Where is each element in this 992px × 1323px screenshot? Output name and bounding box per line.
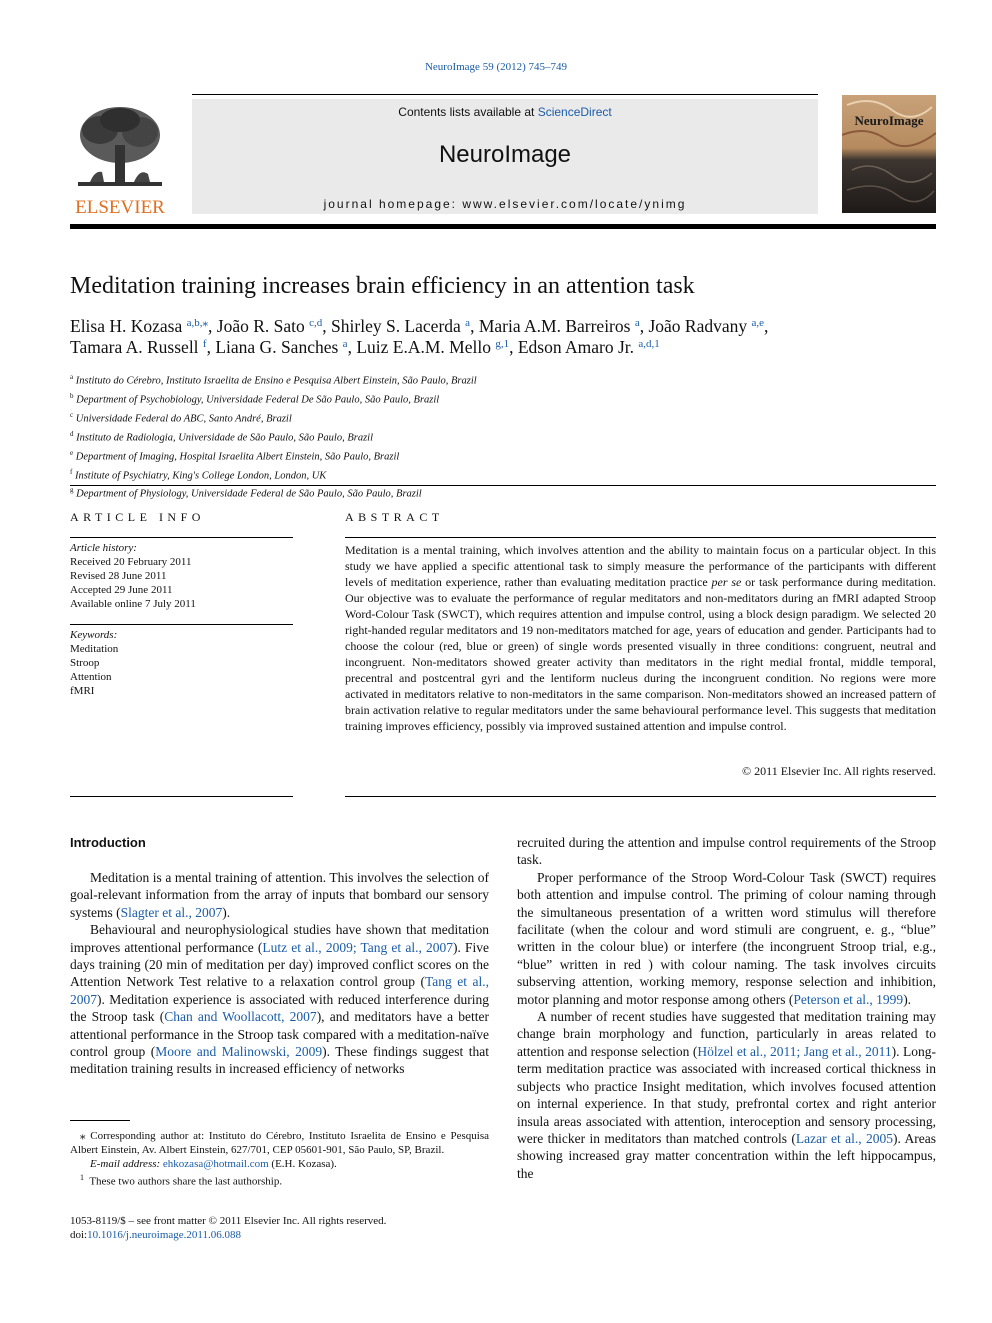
keywords-block: [70, 628, 118, 698]
contents-prefix: Contents lists available at: [398, 105, 538, 119]
affiliation-item: $^d$ Instituto de Radiologia, Universidade de São Paulo, São Paulo, Brazil: [70, 429, 374, 444]
author-name: Edson Amaro Jr.: [517, 337, 639, 357]
author-name: João Radvany: [648, 316, 752, 336]
email-note: E-mail address: ehkozasa@hotmail.com (E.H. Kozasa).: [90, 1158, 337, 1170]
history-item: Received 20 February 2011: [70, 556, 192, 568]
article-info-heading: ARTICLE INFO: [70, 510, 205, 524]
journal-cover-image: [842, 95, 936, 213]
author-list: Elisa H. Kozasa $^{a,b,⁎}$, João R. Sato $^{c,d}$, Shirley S. Lacerda $^a$, Maria A.M. Barreiros $^a$, João Radvany $^{a,e}$, Tamara A. Russell $^f$, Liana G. Sanches $^a$, Luiz E.A.M. Mello $^{g,1}$, Edson Amaro Jr. $^{a,d,1}$: [70, 316, 769, 357]
elsevier-wordmark: ELSEVIER: [75, 197, 165, 218]
article-info-rule: [70, 537, 293, 538]
contents-line: [192, 105, 818, 119]
keyword-item: Stroop: [70, 657, 100, 669]
doi-link[interactable]: 10.1016/j.neuroimage.2011.06.088: [87, 1229, 242, 1241]
ref-holzel-jang-2011[interactable]: Hölzel et al., 2011; Jang et al., 2011: [697, 1043, 892, 1059]
shared-authorship-note: $^1$ These two authors share the last authorship.: [80, 1173, 283, 1188]
homepage-url[interactable]: www.elsevier.com/locate/ynimg: [462, 197, 687, 211]
journal-homepage: [192, 197, 818, 211]
affiliation-list: [70, 370, 670, 502]
abstract-bottom-rule: [345, 796, 936, 797]
homepage-prefix: journal homepage:: [323, 197, 463, 211]
article-history: [70, 541, 196, 611]
affiliation-item: $^b$ Department of Psychobiology, Universidade Federal De São Paulo, São Paulo, Brazil: [70, 391, 440, 406]
ref-lazar-2005[interactable]: Lazar et al., 2005: [795, 1130, 894, 1146]
keyword-item: fMRI: [70, 685, 95, 697]
ref-tang-2007[interactable]: Tang et al., 2007: [70, 974, 489, 1007]
history-item: Available online 7 July 2011: [70, 598, 196, 610]
journal-citation[interactable]: NeuroImage 59 (2012) 745–749: [424, 61, 568, 73]
intro-paragraph-4: A number of recent studies have suggested that meditation training may change brain morphology and function, particularly in areas related to attention and response selection (Hölzel et al., 2011; Jang et al., 2011). Long-term meditation practice was associated with increased cortical thickness in subjects who practice Insight meditation, which involves focused attention on internal experience. In that study, prefrontal cortex and right anterior insula areas associated with attention, interoception and sensory processing, were thicker in meditators than matched controls (Lazar et al., 2005). Areas showing increased gray matter concentration within the left hippocampus, the: [517, 1009, 937, 1181]
affiliation-item: $^e$ Department of Imaging, Hospital Israelita Albert Einstein, São Paulo, Brazil: [70, 448, 400, 463]
ref-lutz-tang[interactable]: Lutz et al., 2009; Tang et al., 2007: [262, 939, 453, 955]
issn-line: 1053-8119/$ – see front matter © 2011 Elsevier Inc. All rights reserved.: [70, 1215, 387, 1227]
author-affiliation-marks[interactable]: a,d,1: [638, 338, 660, 350]
author-affiliation-marks[interactable]: c,d: [309, 317, 323, 329]
author-affiliation-marks[interactable]: a,b,⁎: [186, 317, 209, 329]
intro-paragraph-3: Proper performance of the Stroop Word-Colour Task (SWCT) requires both attention and impulse control. The priming of colour naming through the simultaneous presentation of a written word stimulus will therefore facilitate (when the colour and word stimuli are congruent, e. g., “blue” written in the colour blue) or interfere (the incongruent Stroop trial, e.g., “blue” written in red ) with colour naming. The task involves circuits subserving attention, working memory, response selection and inhibition, motor planning and motor response among others (Peterson et al., 1999).: [517, 869, 936, 1007]
author-affiliation-marks[interactable]: f: [202, 338, 207, 350]
intro-paragraph-continued: recruited during the attention and impulse control requirements of the Stroop task.: [517, 835, 936, 868]
header-top-rule: [192, 94, 818, 95]
author-name: Luiz E.A.M. Mello: [356, 337, 496, 357]
footnote-rule: [70, 1120, 130, 1121]
body-left-column: [70, 869, 489, 1078]
history-item: Accepted 29 June 2011: [70, 584, 173, 596]
intro-paragraph-1: Meditation is a mental training of attention. This involves the selection of goal-relevant information from the array of inputs that bombard our sensory systems (Slagter et al., 2007).: [70, 870, 489, 920]
affiliation-item: $^a$ Instituto do Cérebro, Instituto Israelita de Ensino e Pesquisa Albert Einstein, São Paulo, Brazil: [70, 373, 477, 387]
abstract-text: Meditation is a mental training, which involves attention and the ability to maintain focus on a particular object. In this study we have applied a specific attentional task to simply measure the performance of the participants with different levels of meditation experience, rather than evaluating meditation practice per se or task performance during meditation. Our objective was to evaluate the performance of regular meditators and non-meditators during an fMRI adapted Stroop Word-Colour Task (SWCT), which requires attention and impulse control, using a block design paradigm. We selected 20 right-handed regular meditators and 19 non-meditators matched for age, years of education and gender. Participants had to choose the colour (red, blue or green) of single words presented visually in three conditions: congruent, neutral and incongruent. Non-meditators showed greater activity than meditators in the right medial frontal, middle temporal, precentral and postcentral gyri and the lentiform nucleus during the incongruent condition. No regions were more activated in meditators relative to non-meditators in the same comparison. Non-meditators showed an increased pattern of brain activation relative to regular meditators under the same behavioural performance level. This suggests that meditation training improves efficiency, possibly via improved sustained attention and impulse control.: [345, 543, 937, 733]
introduction-heading: Introduction: [70, 835, 146, 850]
header-thick-rule: [70, 224, 936, 229]
author-affiliation-marks[interactable]: a,e: [751, 317, 765, 329]
cover-title: NeuroImage: [854, 113, 924, 128]
ref-moore-malinowski-2009[interactable]: Moore and Malinowski, 2009: [155, 1044, 323, 1060]
author-name: Liana G. Sanches: [215, 337, 343, 357]
journal-name: NeuroImage: [438, 141, 572, 168]
affiliation-rule: [70, 485, 936, 486]
email-link[interactable]: ehkozasa@hotmail.com: [162, 1158, 269, 1170]
keyword-item: Attention: [70, 671, 112, 683]
keyword-item: Meditation: [70, 643, 119, 655]
abstract-heading: ABSTRACT: [345, 510, 444, 524]
doi-line: doi:10.1016/j.neuroimage.2011.06.088: [70, 1229, 242, 1241]
history-item: Revised 28 June 2011: [70, 570, 167, 582]
abstract-copyright: © 2011 Elsevier Inc. All rights reserved.: [742, 764, 936, 778]
ref-peterson-1999[interactable]: Peterson et al., 1999: [793, 991, 904, 1007]
page-footer: [70, 1214, 386, 1242]
body-right-column: [517, 834, 936, 1182]
author-name: João R. Sato: [216, 316, 310, 336]
abstract-rule: [345, 537, 936, 538]
article-info-bottom-rule: [70, 796, 293, 797]
keywords-rule: [70, 624, 293, 625]
author-affiliation-marks[interactable]: a: [465, 317, 471, 329]
sciencedirect-link[interactable]: ScienceDirect: [537, 105, 612, 119]
author-affiliation-marks[interactable]: a: [342, 338, 348, 350]
author-affiliation-marks[interactable]: a: [634, 317, 640, 329]
ref-slagter-2007[interactable]: Slagter et al., 2007: [120, 904, 223, 920]
affiliation-item: $^g$ Department of Physiology, Universidade Federal de São Paulo, São Paulo, Brazil: [70, 486, 422, 500]
author-name: Maria A.M. Barreiros: [478, 316, 635, 336]
author-name: Tamara A. Russell: [70, 337, 203, 357]
affiliation-item: $^f$ Institute of Psychiatry, King's College London, London, UK: [70, 467, 327, 482]
keywords-label: Keywords:: [70, 629, 118, 641]
author-name: Shirley S. Lacerda: [331, 316, 466, 336]
intro-paragraph-2: Behavioural and neurophysiological studies have shown that meditation improves attentional performance (Lutz et al., 2009; Tang et al., 2007). Five days training (20 min of meditation per day) improved conflict scores on the Attention Network Test relative to a relaxation control group (Tang et al., 2007). Meditation experience is associated with reduced interference during the Stroop task (Chan and Woollacott, 2007), and meditators have a better attentional performance in the Stroop task compared with a meditation-naïve control group (Moore and Malinowski, 2009). These findings suggest that meditation training results in increased efficiency of networks: [70, 922, 490, 1077]
corresponding-author-note: ⁎ Corresponding author at: Instituto do Cérebro, Instituto Israelita de Ensino e Pesquisa Albert Einstein, Av. Albert Einstein, 627/701, CEP 05601-901, São Paulo, SP, Brazil.: [70, 1130, 489, 1156]
affiliation-item: $^c$ Universidade Federal do ABC, Santo André, Brazil: [70, 410, 292, 425]
author-name: Elisa H. Kozasa: [70, 316, 187, 336]
history-label: Article history:: [70, 542, 137, 554]
author-affiliation-marks[interactable]: g,1: [495, 338, 510, 350]
article-title: Meditation training increases brain efficiency in an attention task: [70, 273, 695, 299]
ref-chan-woollacott-2007[interactable]: Chan and Woollacott, 2007: [164, 1009, 317, 1025]
footnotes: [70, 1129, 489, 1189]
elsevier-logo: [70, 100, 170, 218]
